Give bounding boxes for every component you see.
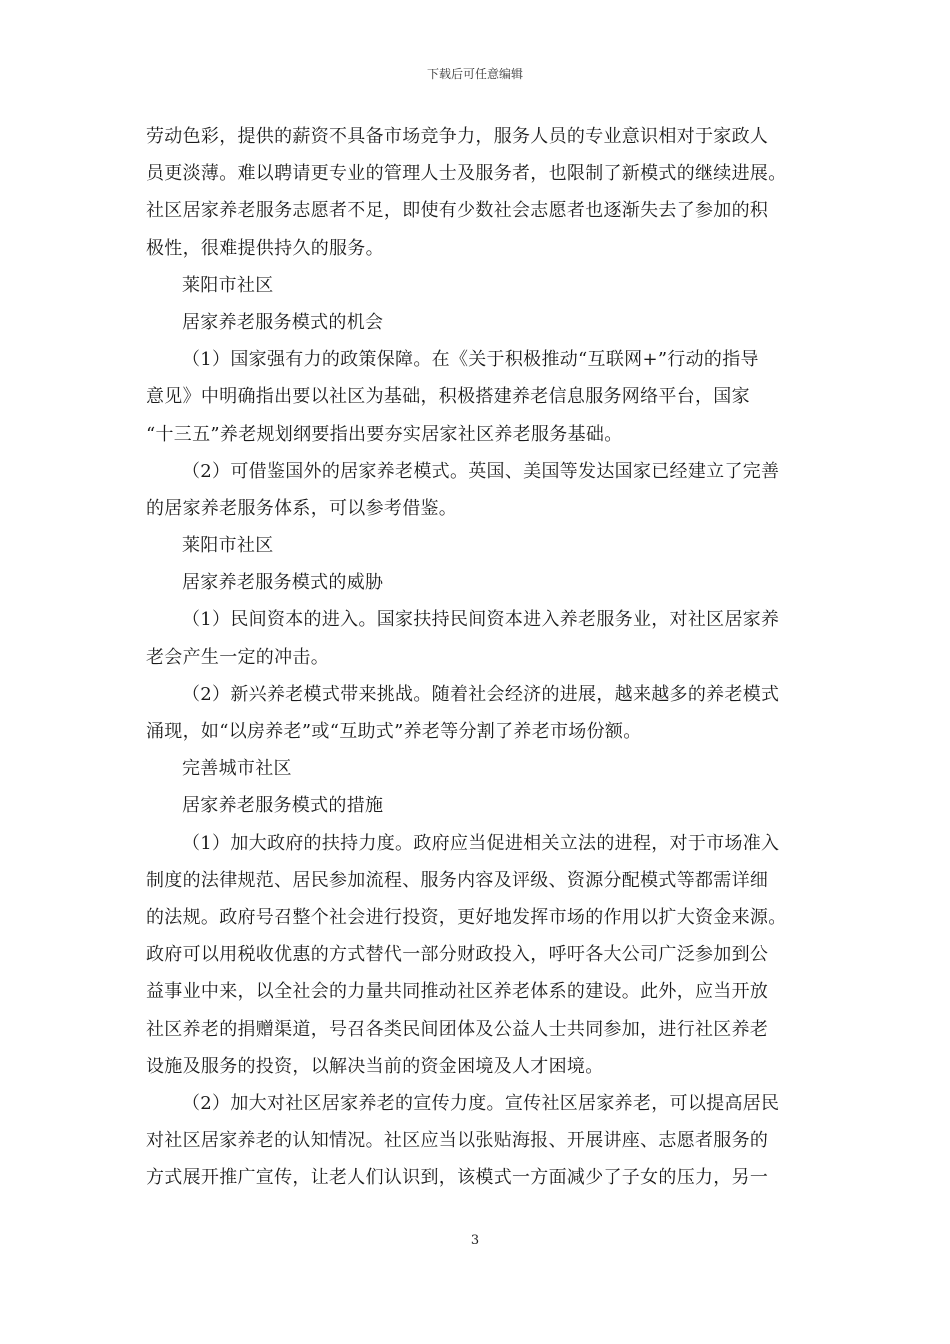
text-line: 制度的法律规范、居民参加流程、服务内容及评级、资源分配模式等都需详细 xyxy=(146,869,769,891)
text-line: 益事业中来，以全社会的力量共同推动社区养老体系的建设。此外，应当开放 xyxy=(146,981,769,1003)
text-line: 极性，很难提供持久的服务。 xyxy=(146,237,384,259)
text-line: 的居家养老服务体系，可以参考借鉴。 xyxy=(146,497,458,519)
text-line: 老会产生一定的冲击。 xyxy=(146,646,329,668)
text-line: （1）国家强有力的政策保障。在《关于积极推动“互联网+”行动的指导 xyxy=(182,349,759,371)
text-line: 对社区居家养老的认知情况。社区应当以张贴海报、开展讲座、志愿者服务的 xyxy=(146,1130,769,1152)
text-line: 劳动色彩，提供的薪资不具备市场竞争力，服务人员的专业意识相对于家政人 xyxy=(146,126,769,147)
text-line: （2）加大对社区居家养老的宣传力度。宣传社区居家养老，可以提高居民 xyxy=(182,1092,780,1114)
text-line: 居家养老服务模式的措施 xyxy=(182,795,384,817)
text-line: （1）民间资本的进入。国家扶持民间资本进入养老服务业，对社区居家养 xyxy=(182,609,780,631)
text-line: 社区养老的捐赠渠道，号召各类民间团体及公益人士共同参加，进行社区养老 xyxy=(146,1018,769,1040)
text-line: 员更淡薄。难以聘请更专业的管理人士及服务者，也限制了新模式的继续进展。 xyxy=(146,163,787,185)
text-line: 莱阳市社区 xyxy=(182,535,274,557)
text-line: （2）可借鉴国外的居家养老模式。英国、美国等发达国家已经建立了完善 xyxy=(182,460,780,482)
text-line: （1）加大政府的扶持力度。政府应当促进相关立法的进程，对于市场准入 xyxy=(182,832,780,854)
text-line: （2）新兴养老模式带来挑战。随着社会经济的进展，越来越多的养老模式 xyxy=(182,683,780,705)
text-line: 完善城市社区 xyxy=(182,758,292,780)
document-body xyxy=(146,118,806,1196)
text-line: 的法规。政府号召整个社会进行投资，更好地发挥市场的作用以扩大资金来源。 xyxy=(146,906,787,928)
text-line: 政府可以用税收优惠的方式替代一部分财政投入，呼吁各大公司广泛参加到公 xyxy=(146,944,769,966)
text-line: 社区居家养老服务志愿者不足，即使有少数社会志愿者也逐渐失去了参加的积 xyxy=(146,200,769,222)
text-line: 意见》中明确指出要以社区为基础，积极搭建养老信息服务网络平台，国家 xyxy=(146,386,750,408)
text-line: 涌现，如“以房养老”或“互助式”养老等分割了养老市场份额。 xyxy=(146,721,642,742)
text-line: 居家养老服务模式的威胁 xyxy=(182,572,384,594)
text-line: 设施及服务的投资，以解决当前的资金困境及人才困境。 xyxy=(146,1055,604,1077)
text-line: “十三五”养老规划纲要指出要夯实居家社区养老服务基础。 xyxy=(146,423,623,445)
text-line: 居家养老服务模式的机会 xyxy=(182,311,384,333)
page-number: 3 xyxy=(470,1233,480,1248)
page-header: 下载后可任意编辑 xyxy=(426,67,523,81)
text-line: 方式展开推广宣传，让老人们认识到，该模式一方面减少了子女的压力，另一 xyxy=(146,1167,769,1189)
text-line: 莱阳市社区 xyxy=(182,274,274,296)
